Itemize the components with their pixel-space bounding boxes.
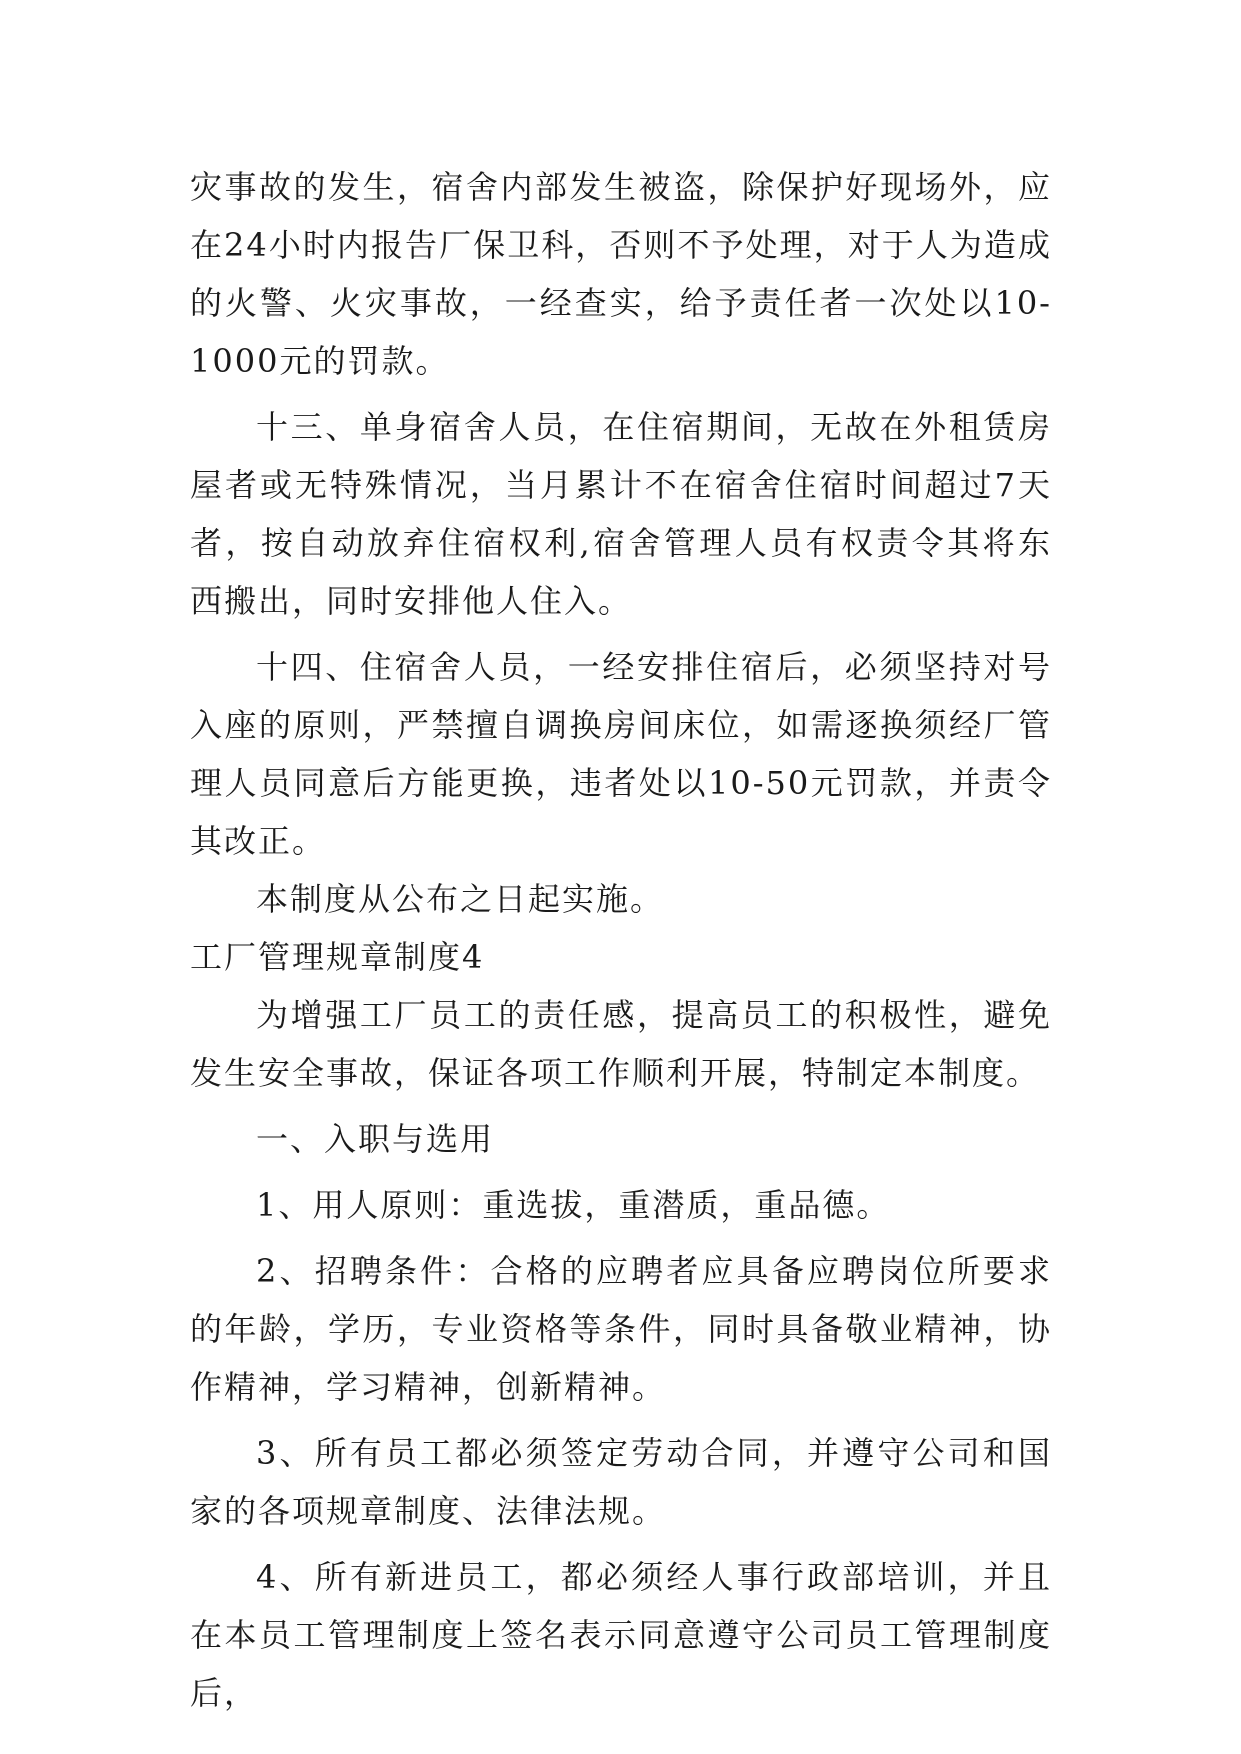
paragraph-item-3: 3、所有员工都必须签定劳动合同，并遵守公司和国家的各项规章制度、法律法规。 <box>190 1434 1052 1530</box>
paragraph-article-13: 十三、单身宿舍人员，在住宿期间，无故在外租赁房屋者或无特殊情况，当月累计不在宿舍住宿时间超过7天者，按自动放弃住宿权利,宿舍管理人员有权责令其将东西搬出，同时安排他人住入。 <box>190 408 1052 620</box>
paragraph-item-1: 1、用人原则：重选拔，重潜质，重品德。 <box>256 1186 891 1224</box>
paragraph-purpose: 为增强工厂员工的责任感，提高员工的积极性，避免发生安全事故，保证各项工作顺利开展，特制定本制度。 <box>190 996 1052 1092</box>
paragraph-fire-theft-report: 灾事故的发生，宿舍内部发生被盗，除保护好现场外，应在24小时内报告厂保卫科，否则不予处理，对于人为造成的火警、火灾事故，一经查实，给予责任者一次处以10-1000元的罚款。 <box>190 168 1052 380</box>
document-body <box>190 158 1052 1722</box>
paragraph-item-2: 2、招聘条件：合格的应聘者应具备应聘岗位所要求的年龄，学历，专业资格等条件，同时具备敬业精神，协作精神，学习精神，创新精神。 <box>190 1252 1052 1406</box>
paragraph-section-1-title: 一、入职与选用 <box>256 1120 495 1158</box>
paragraph-article-14: 十四、住宿舍人员，一经安排住宿后，必须坚持对号入座的原则，严禁擅自调换房间床位，如需逐换须经厂管理人员同意后方能更换，违者处以10-50元罚款，并责令其改正。 <box>190 648 1052 860</box>
section-heading: 工厂管理规章制度4 <box>190 938 485 976</box>
paragraph-effective-date: 本制度从公布之日起实施。 <box>256 880 665 918</box>
paragraph-item-4: 4、所有新进员工，都必须经人事行政部培训，并且在本员工管理制度上签名表示同意遵守公司员工管理制度后， <box>190 1558 1052 1712</box>
